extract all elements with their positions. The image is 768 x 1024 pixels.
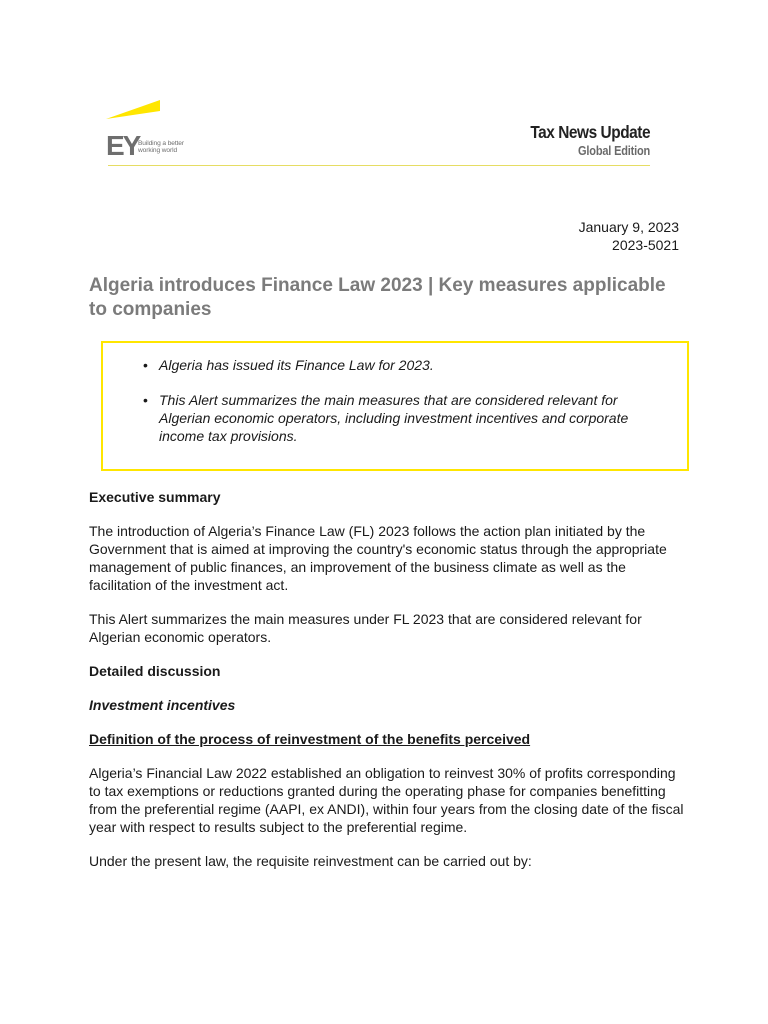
executive-summary-paragraph-2: This Alert summarizes the main measures under FL 2023 that are considered relevant for Algerian economic operators. bbox=[89, 611, 642, 645]
highlight-text: This Alert summarizes the main measures that are considered relevant for Algerian economic operators, including investment incentives and corporate income tax provisions. bbox=[159, 392, 629, 444]
reinvestment-heading: Definition of the process of reinvestment of the benefits perceived bbox=[89, 731, 531, 747]
svg-text:EY: EY bbox=[106, 130, 140, 160]
detailed-discussion-heading: Detailed discussion bbox=[89, 663, 221, 679]
publication-header bbox=[514, 122, 650, 159]
executive-summary-paragraph-1: The introduction of Algeria’s Finance Law (FL) 2023 follows the action plan initiated by the Government that is aimed at improving the country's economic status through the appropriate management of public finances, an improvement of the business climate as well as the facilitation of the investment act. bbox=[89, 523, 667, 593]
executive-summary-heading: Executive summary bbox=[89, 489, 221, 505]
ey-logo bbox=[106, 100, 198, 164]
publication-edition: Global Edition bbox=[577, 144, 650, 158]
bullet-icon: • bbox=[143, 357, 148, 373]
header-divider bbox=[108, 165, 650, 166]
reinvestment-paragraph-2: Under the present law, the requisite reinvestment can be carried out by: bbox=[89, 853, 532, 869]
alert-meta bbox=[579, 218, 679, 254]
reinvestment-paragraph-1: Algeria’s Financial Law 2022 established an obligation to reinvest 30% of profits corresponding to tax exemptions or reductions granted during the operating phase for companies benefitting from the preferential regime (AAPI, ex ANDI), within four years from the closing date of the fiscal year with respect to results subject to the preferential regime. bbox=[89, 765, 684, 835]
alert-date: January 9, 2023 bbox=[578, 219, 679, 235]
publication-title: Tax News Update bbox=[530, 122, 650, 142]
alert-reference: 2023-5021 bbox=[612, 237, 679, 253]
alert-body bbox=[89, 488, 684, 886]
investment-incentives-heading: Investment incentives bbox=[89, 697, 236, 713]
highlights-box bbox=[101, 341, 689, 471]
highlight-item bbox=[103, 356, 663, 374]
bullet-icon: • bbox=[143, 392, 148, 408]
tagline-line-2: working world bbox=[138, 147, 178, 154]
highlight-item bbox=[103, 391, 663, 445]
tagline-line-1: Building a better bbox=[138, 140, 184, 147]
ey-tagline bbox=[138, 140, 184, 154]
alert-title: Algeria introduces Finance Law 2023 | Key measures applicable to companies bbox=[89, 275, 666, 320]
highlight-text: Algeria has issued its Finance Law for 2023. bbox=[159, 357, 434, 373]
highlights-list bbox=[103, 356, 663, 462]
